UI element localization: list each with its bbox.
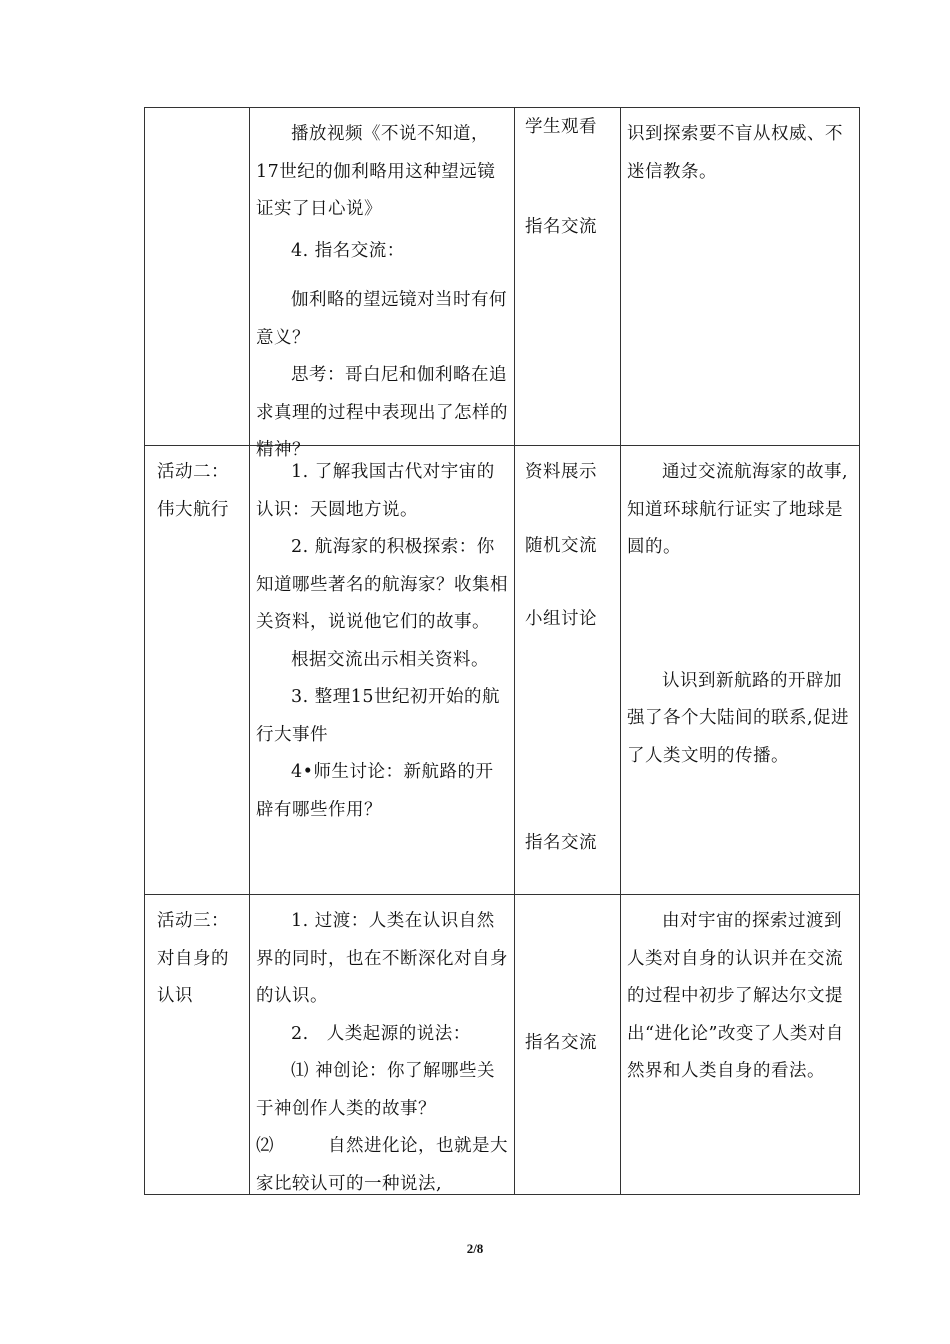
content-paragraph: ⑴ 神创论：你了解哪些关于神创作人类的故事？ [256,1061,496,1119]
table-row [145,108,860,446]
activity-label: 认识 [157,986,193,1006]
activity-cell [145,895,250,1195]
goal-paragraph: 由对宇宙的探索过渡到人类对自身的认识并在交流的过程中初步了解达尔文提出“进化论”改变了人类对自然界和人类自身的看法。 [627,911,844,1081]
content-paragraph: 思考：哥白尼和伽利略在追求真理的过程中表现出了怎样的精神？ [256,365,508,460]
goal-paragraph: 通过交流航海家的故事,知道环球航行证实了地球是圆的。 [627,462,849,557]
goal-paragraph: 认识到新航路的开辟加强了各个大陆间的联系,促进了人类文明的传播。 [627,670,850,766]
activity-cell [145,108,250,446]
method-item: 小组讨论 [525,609,597,629]
goal-cell [621,446,860,895]
content-paragraph: 2. 航海家的积极探索：你知道哪些著名的航海家？收集相关资料，说说他它们的故事。 [256,537,508,632]
activity-label: 伟大航行 [157,499,229,520]
goal-cell [621,108,860,446]
page-number: 2/8 [466,1241,484,1256]
goal-cell [621,895,860,1195]
method-cell [515,446,621,895]
content-paragraph: 根据交流出示相关资料。 [291,649,489,670]
content-cell [250,108,515,460]
content-paragraph: 2. 人类起源的说法： [291,1023,471,1044]
activity-label: 对自身的 [157,948,229,969]
method-item: 指名交流 [525,1033,597,1053]
method-item: 指名交流 [525,217,597,237]
method-item: 学生观看 [525,117,597,137]
content-paragraph: 3. 整理15世纪初开始的航行大事件 [256,687,501,745]
method-cell [515,108,621,446]
content-cell [250,446,515,895]
table-row [145,895,860,1195]
method-item: 指名交流 [525,832,597,853]
method-item [525,166,616,188]
activity-label: 活动二： [157,462,229,482]
content-cell [250,895,515,1195]
content-paragraph: 1. 了解我国古代对宇宙的认识：天圆地方说。 [256,462,495,520]
method-item: 随机交流 [525,535,597,556]
activity-label: 活动三： [157,911,229,931]
method-cell [515,895,621,1195]
content-paragraph: 伽利略的望远镜对当时有何意义？ [256,290,507,348]
content-paragraph: ⑵ 自然进化论，也就是大家比较认可的一种说法, [256,1136,508,1194]
content-paragraph: 4•师生讨论：新航路的开辟有哪些作用？ [256,762,494,820]
content-paragraph: 4. 指名交流： [291,240,405,261]
goal-paragraph: 识到探索要不盲从权威、不迷信教条。 [627,124,843,182]
table-row [145,446,860,895]
content-paragraph: 1. 过渡：人类在认识自然界的同时，也在不断深化对自身的认识。 [256,911,508,1006]
content-paragraph: 播放视频《不说不知道，17世纪的伽利略用这种望远镜证实了日心说》 [256,124,496,219]
activity-cell [145,446,250,895]
lesson-plan-table [144,107,860,1195]
method-item: 资料展示 [525,462,597,482]
